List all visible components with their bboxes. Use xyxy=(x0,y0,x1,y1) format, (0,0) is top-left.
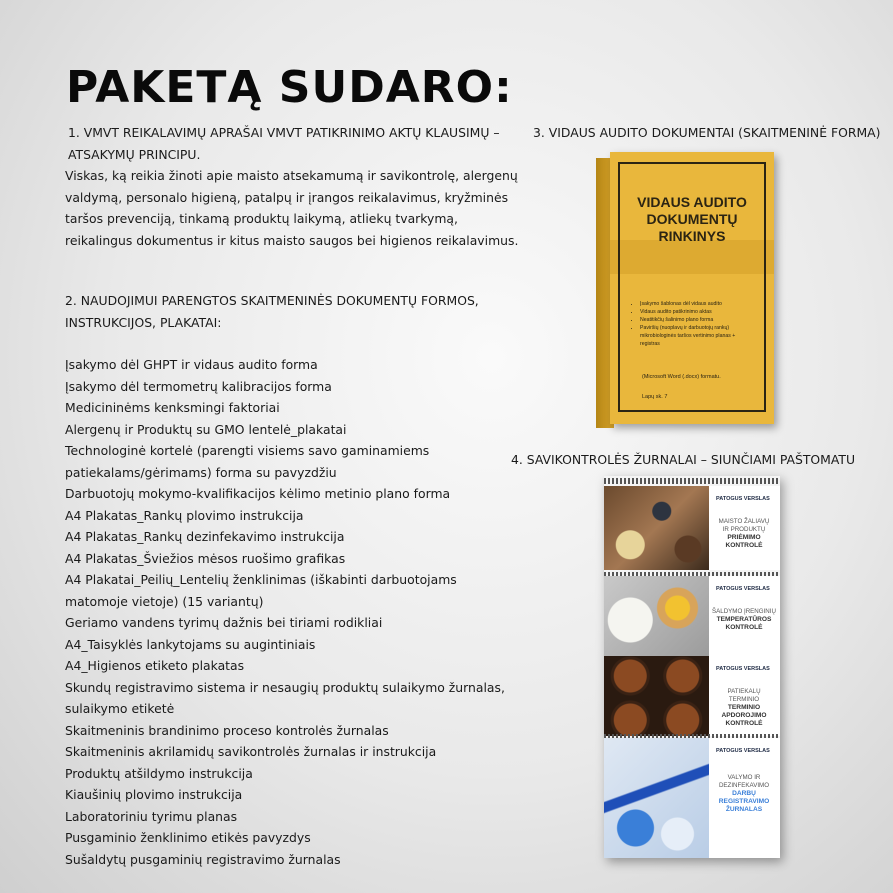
journal-panel-3 xyxy=(604,656,780,736)
list-item: Laboratoriniu tyrimu planas xyxy=(65,808,238,824)
brand-logo: PATOGUS VERSLAS xyxy=(716,586,770,592)
food-photo xyxy=(604,576,709,656)
journal-title: VALYMO IR DEZINFEKAVIMO DARBŲ REGISTRAVIMO ŽURNALAS xyxy=(718,774,770,813)
food-photo xyxy=(604,486,709,570)
list-item: A4 Plakatas_Šviežios mėsos ruošimo grafikas xyxy=(65,550,346,566)
list-item: Produktų atšildymo instrukcija xyxy=(65,765,253,781)
brand-logo: PATOGUS VERSLAS xyxy=(716,748,770,754)
journal-title: PATIEKALŲ TERMINIO TERMINIO APDOROJIMO KONTROLĖ xyxy=(721,688,767,727)
book-title-line-3: RINKINYS xyxy=(658,228,726,244)
book-pages: Lapų sk. 7 xyxy=(642,394,668,400)
list-item: Kiaušinių plovimo instrukcija xyxy=(65,787,243,802)
list-item: Įsakymo dėl GHPT ir vidaus audito forma xyxy=(65,357,318,372)
section-2-heading: 2. NAUDOJIMUI PARENGTOS SKAITMENINĖS DOKUMENTŲ FORMOS, INSTRUKCIJOS, PLAKATAI: xyxy=(65,293,479,330)
brand-logo: PATOGUS VERSLAS xyxy=(716,496,770,502)
book-frame xyxy=(618,162,766,412)
section-1-body: Viskas, ką reikia žinoti apie maisto atsekamumą ir savikontrolę, alergenų valdymą, personalo higieną, patalpų ir įrangos reikalavimus, kryžminės taršos prevenciją, tinkamą produktų laikymą, atliekų tvarkymą, reikalingus dokumentus ir kitus maisto saugos bei higienos reikalavimus. xyxy=(65,168,519,248)
section-1-heading: 1. VMVT REIKALAVIMŲ APRAŠAI VMVT PATIKRINIMO AKTŲ KLAUSIMŲ – ATSAKYMŲ PRINCIPU. xyxy=(68,125,500,162)
journal-title: MAISTO ŽALIAVŲ IR PRODUKTŲ PRIĖMIMO KONTROLĖ xyxy=(718,518,770,549)
book-bullets xyxy=(632,300,756,348)
list-item: Medicininėms kenksmingi faktoriai xyxy=(65,400,280,415)
food-photo xyxy=(604,656,709,736)
list-item: A4 Plakatas_Rankų plovimo instrukcija xyxy=(65,507,304,523)
book-bullet: • Vidaus audito patikrinimo aktas xyxy=(640,308,756,316)
list-item: Sušaldytų pusgaminių registravimo žurnalas xyxy=(65,851,341,867)
list-item: Technologinė kortelė (parengti visiems savo gaminamiems patiekalams/gėrimams) forma su pavyzdžiu xyxy=(65,443,430,480)
list-item: Skundų registravimo sistema ir nesaugių produktų sulaikymo žurnalas, sulaikymo etiketė xyxy=(65,679,505,716)
section-3-heading: 3. VIDAUS AUDITO DOKUMENTAI (SKAITMENINĖ FORMA) xyxy=(533,125,881,140)
list-item: Įsakymo dėl termometrų kalibracijos forma xyxy=(65,378,332,394)
book-bullet: • Neatitikčių šalinimo plano forma xyxy=(640,316,756,324)
list-item: Pusgaminio ženklinimo etikės pavyzdys xyxy=(65,830,311,845)
section-4-heading: 4. SAVIKONTROLĖS ŽURNALAI – SIUNČIAMI PAŠTOMATU xyxy=(511,452,856,467)
list-item: Skaitmeninis akrilamidų savikontrolės žurnalas ir instrukcija xyxy=(65,744,437,759)
book-title-line-1: VIDAUS AUDITO xyxy=(637,194,747,210)
journal-panel-2 xyxy=(604,576,780,656)
list-item: A4_Higienos etiketo plakatas xyxy=(65,658,245,673)
cleaning-photo xyxy=(604,738,709,858)
book-title-line-2: DOKUMENTŲ xyxy=(646,211,738,227)
journal-title: ŠALDYMO ĮRENGINIŲ TEMPERATŪROS KONTROLĖ xyxy=(712,608,776,631)
page-title: PAKETĄ SUDARO: xyxy=(66,62,513,113)
book-bullet: • Įsakymo šablonas dėl vidaus audito xyxy=(640,300,756,308)
list-item: Alergenų ir Produktų su GMO lentelė_plakatai xyxy=(65,421,347,437)
book-bullet: • Paviršių (nuoplavų ir darbuotojų rankų) mikrobiologinės taršos vertinimo planas + registras xyxy=(640,324,756,348)
list-item: Geriamo vandens tyrimų dažnis bei tiriami rodikliai xyxy=(65,615,383,630)
section-1 xyxy=(65,122,520,251)
journal-panel-1 xyxy=(604,486,780,570)
book-title xyxy=(620,194,764,245)
journal-calendar-image xyxy=(604,476,780,858)
list-item: A4_Taisyklės lankytojams su augintiniais xyxy=(65,636,316,652)
brand-logo: PATOGUS VERSLAS xyxy=(716,666,770,672)
list-item: A4 Plakatai_Peilių_Lentelių ženklinimas (iškabinti darbuotojams matomoje vietoje) (15 variantų) xyxy=(65,572,457,609)
audit-book-image xyxy=(596,152,774,428)
list-item: A4 Plakatas_Rankų dezinfekavimo instrukcija xyxy=(65,529,345,544)
section-2-list xyxy=(65,354,520,870)
book-format: (Microsoft Word (.docx) formatu. xyxy=(642,374,721,380)
spiral-binding xyxy=(604,478,780,484)
list-item: Skaitmeninis brandinimo proceso kontrolės žurnalas xyxy=(65,722,389,738)
list-item: Darbuotojų mokymo-kvalifikacijos kėlimo metinio plano forma xyxy=(65,486,451,501)
journal-panel-4 xyxy=(604,738,780,858)
book-cover xyxy=(610,152,774,424)
